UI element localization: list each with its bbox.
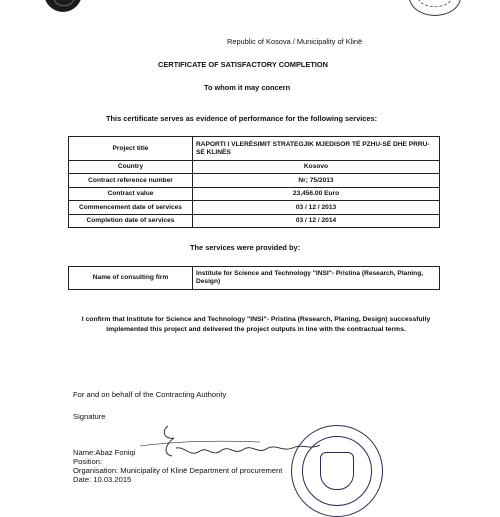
issuer-line: Republic of Kosova / Municipality of Klinë — [227, 37, 363, 46]
consulting-firm-table — [68, 266, 440, 290]
contract-value-label: Contract value — [69, 187, 193, 200]
project-title-label: Project title — [69, 137, 193, 161]
firm-label: Name of consulting firm — [69, 267, 193, 290]
contract-reference-label: Contract reference number — [69, 174, 193, 187]
signatory-name: Name:Abaz Foniqi — [73, 448, 136, 457]
table-row — [69, 174, 440, 187]
republic-seal — [44, 0, 82, 12]
firm-value: Institute for Science and Technology "INSI"- Pristina (Research, Planing, Design) — [193, 267, 440, 290]
table-row — [69, 187, 440, 200]
project-table — [68, 136, 440, 228]
municipality-seal — [409, 0, 461, 16]
salutation: To whom it may concern — [204, 83, 291, 92]
confirmation-text: I confirm that Institute for Science and Technology "INSI"- Pristina (Research, Planing, Design) successfully implemented this project and delivered the project outputs in line with the contractual terms. — [81, 316, 431, 334]
signature-label: Signature — [73, 412, 106, 421]
services-heading: The services were provided by: — [190, 243, 301, 252]
intro-text: This certificate serves as evidence of performance for the following services: — [106, 114, 378, 123]
project-title-value: RAPORTI I VLERËSIMIT STRATEGJIK MJEDISOR TË PZHU-SË DHE PRRU-SË KLINËS — [193, 137, 440, 161]
table-row — [69, 161, 440, 174]
table-row — [69, 214, 440, 227]
commencement-date-label: Commencement date of services — [69, 201, 193, 214]
signature-date: Date: 10.03.2015 — [73, 475, 132, 484]
table-row — [69, 267, 440, 290]
signatory-position: Position: — [73, 457, 103, 466]
table-row — [69, 201, 440, 214]
completion-date-value: 03 / 12 / 2014 — [193, 214, 440, 227]
table-row — [69, 137, 440, 161]
country-value: Kosovo — [193, 161, 440, 174]
commencement-date-value: 03 / 12 / 2013 — [193, 201, 440, 214]
contract-value-value: 23,456.00 Euro — [193, 187, 440, 200]
certificate-title: CERTIFICATE OF SATISFACTORY COMPLETION — [158, 60, 328, 69]
country-label: Country — [69, 161, 193, 174]
behalf-text: For and on behalf of the Contracting Authority — [73, 390, 227, 399]
contract-reference-value: Nr; 75/2013 — [193, 174, 440, 187]
official-stamp — [291, 425, 383, 517]
signatory-organisation: Organisation: Municipality of Klinë Department of procurement — [73, 466, 283, 475]
completion-date-label: Completion date of services — [69, 214, 193, 227]
